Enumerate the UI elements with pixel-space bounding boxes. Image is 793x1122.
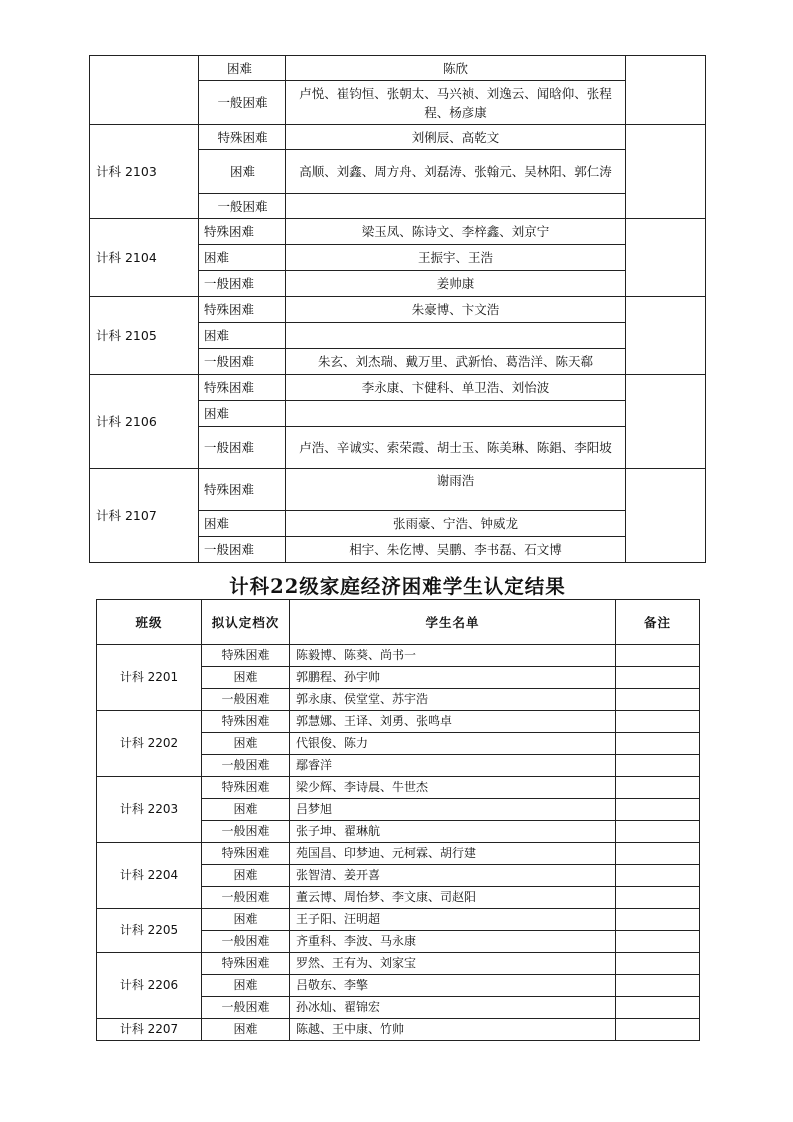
names-cell: 梁玉凤、陈诗文、李梓鑫、刘京宁 <box>286 219 626 245</box>
names-cell: 董云博、周怡梦、李文康、司赵阳 <box>290 887 616 909</box>
note-cell <box>616 733 700 755</box>
table-row <box>97 777 700 799</box>
header-names: 学生名单 <box>290 600 616 645</box>
names-cell: 王振宇、王浩 <box>286 245 626 271</box>
names-cell: 梁少辉、李诗晨、牛世杰 <box>290 777 616 799</box>
names-cell: 陈越、王中康、竹帅 <box>290 1019 616 1041</box>
names-cell: 朱豪博、卞文浩 <box>286 297 626 323</box>
note-cell <box>616 997 700 1019</box>
table-2022-results <box>96 599 700 1041</box>
table-row <box>90 375 706 401</box>
level-cell: 一般困难 <box>202 997 290 1019</box>
table-row <box>97 645 700 667</box>
level-cell: 一般困难 <box>202 821 290 843</box>
level-cell: 一般困难 <box>202 887 290 909</box>
names-cell: 孙冰灿、翟锦宏 <box>290 997 616 1019</box>
level-cell: 特殊困难 <box>199 469 286 511</box>
names-cell: 罗然、王有为、刘家宝 <box>290 953 616 975</box>
names-cell: 卢悦、崔钧恒、张朝太、马兴祯、刘逸云、闻晗仰、张程程、杨彦康 <box>286 81 626 125</box>
level-cell: 一般困难 <box>199 194 286 219</box>
class-cell: 计科 2203 <box>97 777 202 843</box>
names-cell: 郭永康、侯堂堂、苏宇浩 <box>290 689 616 711</box>
note-cell <box>616 1019 700 1041</box>
level-cell: 困难 <box>199 56 286 81</box>
names-cell: 卢浩、辛诚实、索荣霞、胡士玉、陈美琳、陈錩、李阳坡 <box>286 427 626 469</box>
names-cell: 张雨豪、宁浩、钟威龙 <box>286 511 626 537</box>
note-cell <box>616 843 700 865</box>
table-row <box>90 56 706 81</box>
names-cell: 吕敬东、李擎 <box>290 975 616 997</box>
level-cell: 困难 <box>199 150 286 194</box>
level-cell: 一般困难 <box>199 271 286 297</box>
level-cell: 一般困难 <box>199 427 286 469</box>
note-cell <box>616 799 700 821</box>
note-cell <box>616 645 700 667</box>
class-cell: 计科 2205 <box>97 909 202 953</box>
names-cell: 相宇、朱仡博、吴鹏、李书磊、石文博 <box>286 537 626 563</box>
level-cell: 困难 <box>202 865 290 887</box>
names-cell: 张智清、姜开喜 <box>290 865 616 887</box>
level-cell: 困难 <box>202 975 290 997</box>
level-cell: 一般困难 <box>199 81 286 125</box>
level-cell: 困难 <box>199 401 286 427</box>
names-cell: 代银俊、陈力 <box>290 733 616 755</box>
level-cell: 特殊困难 <box>199 125 286 150</box>
note-cell <box>616 865 700 887</box>
class-cell: 计科 2204 <box>97 843 202 909</box>
level-cell: 困难 <box>199 323 286 349</box>
level-cell: 特殊困难 <box>202 953 290 975</box>
class-cell: 计科 2106 <box>90 375 199 469</box>
level-cell: 特殊困难 <box>199 375 286 401</box>
names-cell: 陈毅博、陈葵、尚书一 <box>290 645 616 667</box>
names-cell <box>286 323 626 349</box>
names-cell: 张子坤、翟琳航 <box>290 821 616 843</box>
level-cell: 困难 <box>202 1019 290 1041</box>
level-cell: 一般困难 <box>202 755 290 777</box>
names-cell: 吕梦旭 <box>290 799 616 821</box>
level-cell: 一般困难 <box>199 537 286 563</box>
note-cell <box>616 975 700 997</box>
class-cell: 计科 2202 <box>97 711 202 777</box>
note-cell <box>616 887 700 909</box>
class-cell: 计科 2201 <box>97 645 202 711</box>
class-cell: 计科 2103 <box>90 125 199 219</box>
note-cell <box>626 297 706 375</box>
class-cell: 计科 2207 <box>97 1019 202 1041</box>
header-row <box>97 600 700 645</box>
header-class: 班级 <box>97 600 202 645</box>
level-cell: 困难 <box>199 245 286 271</box>
table-2021-continued <box>89 55 706 563</box>
names-cell: 谢雨浩 <box>286 469 626 511</box>
note-cell <box>626 375 706 469</box>
names-cell: 李永康、卞健科、单卫浩、刘怡波 <box>286 375 626 401</box>
level-cell: 特殊困难 <box>202 711 290 733</box>
note-cell <box>616 689 700 711</box>
names-cell: 鄢睿洋 <box>290 755 616 777</box>
header-note: 备注 <box>616 600 700 645</box>
table-row <box>90 297 706 323</box>
class-cell: 计科 2105 <box>90 297 199 375</box>
note-cell <box>616 777 700 799</box>
note-cell <box>616 953 700 975</box>
table-row <box>97 909 700 931</box>
level-cell: 一般困难 <box>202 931 290 953</box>
names-cell: 陈欣 <box>286 56 626 81</box>
note-cell <box>626 469 706 563</box>
table-row <box>97 1019 700 1041</box>
class-cell: 计科 2104 <box>90 219 199 297</box>
names-cell: 高顺、刘鑫、周方舟、刘磊涛、张翰元、吴林阳、郭仁涛 <box>286 150 626 194</box>
level-cell: 特殊困难 <box>202 645 290 667</box>
level-cell: 困难 <box>199 511 286 537</box>
level-cell: 特殊困难 <box>199 297 286 323</box>
names-cell: 苑国昌、印梦迪、元柯霖、胡行建 <box>290 843 616 865</box>
level-cell: 一般困难 <box>199 349 286 375</box>
level-cell: 特殊困难 <box>199 219 286 245</box>
class-cell: 计科 2107 <box>90 469 199 563</box>
note-cell <box>616 667 700 689</box>
note-cell <box>616 711 700 733</box>
class-cell <box>90 56 199 125</box>
level-cell: 特殊困难 <box>202 777 290 799</box>
class-cell: 计科 2206 <box>97 953 202 1019</box>
note-cell <box>616 931 700 953</box>
table-row <box>97 953 700 975</box>
note-cell <box>616 909 700 931</box>
note-cell <box>616 821 700 843</box>
table-row <box>97 711 700 733</box>
note-cell <box>616 755 700 777</box>
names-cell: 郭慧娜、王译、刘勇、张鸣卓 <box>290 711 616 733</box>
names-cell: 王子阳、汪明超 <box>290 909 616 931</box>
table-row <box>90 125 706 150</box>
names-cell <box>286 194 626 219</box>
level-cell: 困难 <box>202 733 290 755</box>
level-cell: 困难 <box>202 667 290 689</box>
names-cell: 郭鹏程、孙宇帅 <box>290 667 616 689</box>
level-cell: 困难 <box>202 909 290 931</box>
names-cell: 齐重科、李波、马永康 <box>290 931 616 953</box>
table-row <box>97 843 700 865</box>
note-cell <box>626 56 706 125</box>
names-cell: 朱玄、刘杰瑞、戴万里、武新怡、葛浩洋、陈天郗 <box>286 349 626 375</box>
level-cell: 一般困难 <box>202 689 290 711</box>
names-cell <box>286 401 626 427</box>
level-cell: 特殊困难 <box>202 843 290 865</box>
note-cell <box>626 125 706 219</box>
header-level: 拟认定档次 <box>202 600 290 645</box>
note-cell <box>626 219 706 297</box>
table-title: 计科22级家庭经济困难学生认定结果 <box>229 575 566 598</box>
level-cell: 困难 <box>202 799 290 821</box>
table-row <box>90 219 706 245</box>
names-cell: 姜帅康 <box>286 271 626 297</box>
names-cell: 刘俐辰、高乾文 <box>286 125 626 150</box>
table-row <box>90 469 706 511</box>
